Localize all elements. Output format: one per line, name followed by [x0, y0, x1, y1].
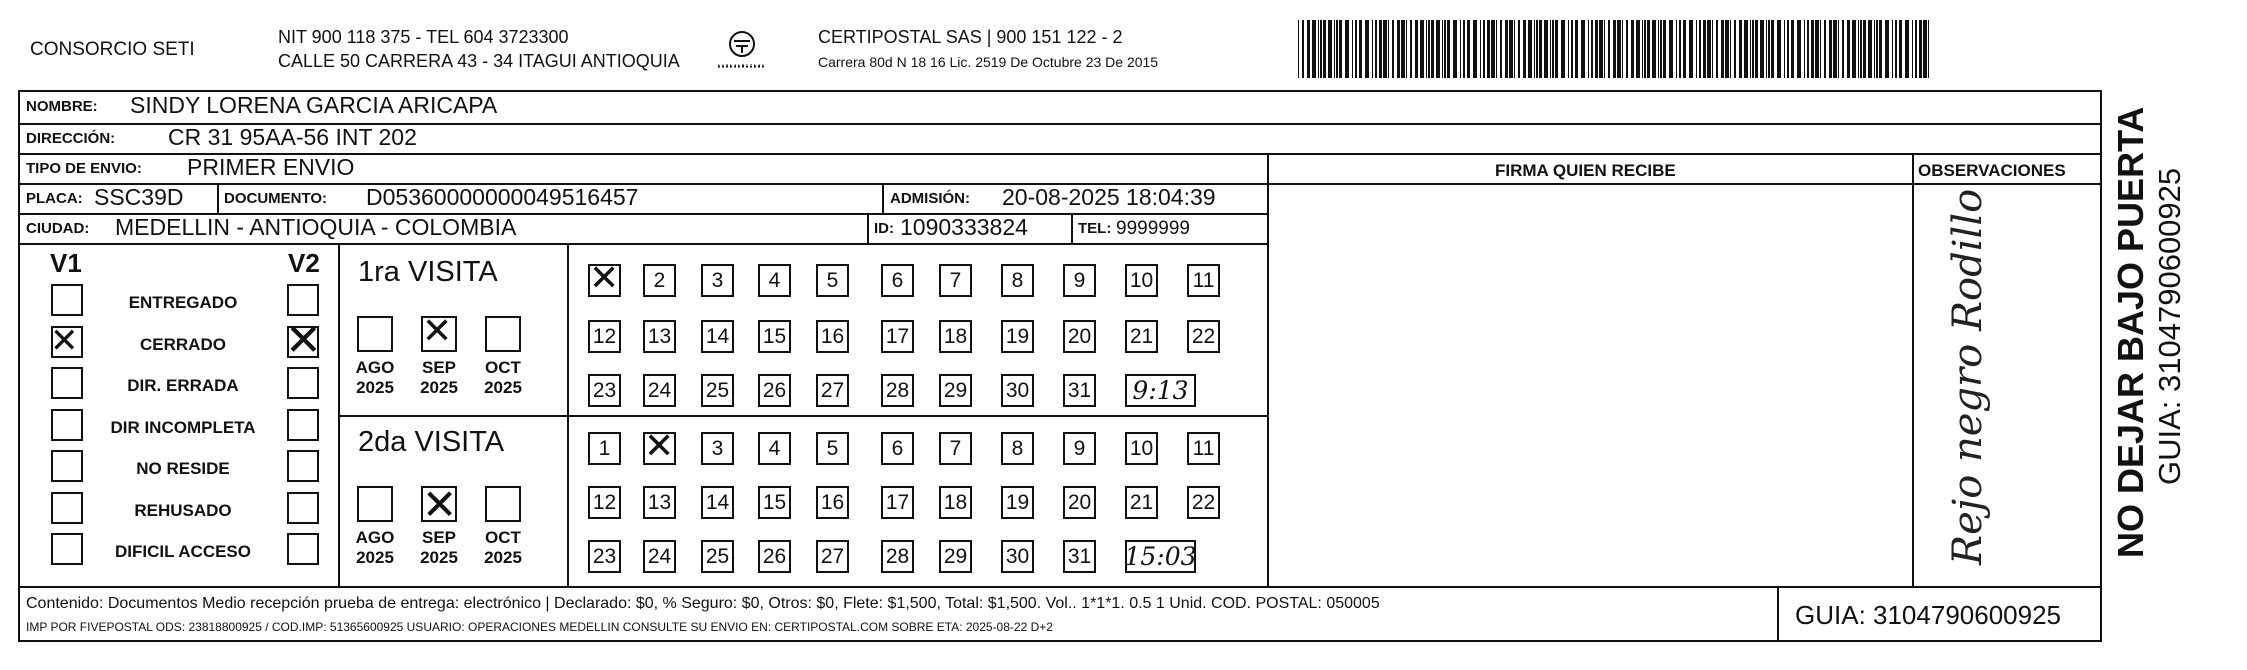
day-box: 4: [758, 432, 791, 465]
barcode-bar: [1483, 20, 1485, 78]
barcode-bar: [1876, 20, 1878, 78]
month-label: AGO: [355, 358, 395, 377]
day-box: 12: [588, 320, 621, 353]
day-box: 4: [758, 264, 791, 297]
barcode-bar: [1797, 20, 1801, 78]
day-box: 14: [701, 320, 734, 353]
barcode-bar: [1617, 20, 1621, 78]
barcode-bar: [1804, 20, 1805, 78]
direccion-label: DIRECCIÓN:: [26, 130, 116, 147]
id-value: 1090333824: [900, 214, 1028, 240]
barcode-bar: [1544, 20, 1548, 78]
barcode-bar: [1312, 20, 1316, 78]
barcode-bar: [1863, 20, 1866, 78]
day-box: 19: [1001, 320, 1034, 353]
day-box: 18: [939, 486, 972, 519]
barcode-bar: [1514, 20, 1515, 78]
day-box: 9: [1063, 264, 1096, 297]
month-year: 2025: [484, 548, 522, 567]
v1-label: V1: [50, 248, 82, 278]
day-box: 25: [701, 540, 734, 573]
barcode-bar: [1392, 20, 1394, 78]
footer-system-line: IMP POR FIVEPOSTAL ODS: 23818800925 / COD.IMP: 51365600925 USUARIO: OPERACIONES MEDELLIN CONSULTE SU ENVIO EN: CERTIPOSTAL.COM SOBRE ETA: 2025-08-22 D+2: [26, 620, 1053, 634]
cell-divider: [882, 183, 884, 213]
visit-time-box: 9:13: [1125, 374, 1196, 407]
nombre-value: SINDY LORENA GARCIA ARICAPA: [130, 92, 498, 118]
barcode-bar: [1588, 20, 1589, 78]
barcode-bar: [1879, 20, 1882, 78]
barcode-bar: [1345, 20, 1349, 78]
barcode-bar: [1725, 20, 1729, 78]
footer-divider: [1777, 586, 1779, 642]
day-box: 14: [701, 486, 734, 519]
day-box: 31: [1063, 540, 1096, 573]
barcode-bar: [1561, 20, 1565, 78]
barcode-bar: [1415, 20, 1418, 78]
barcode-bar: [1509, 20, 1513, 78]
v2-label: V2: [288, 248, 320, 278]
day-box: 9: [1063, 432, 1096, 465]
day-box: 13: [643, 486, 676, 519]
barcode-bar: [1683, 20, 1686, 78]
barcode-bar: [1833, 20, 1837, 78]
visit-divider: [338, 415, 1268, 417]
barcode-bar: [1355, 20, 1357, 78]
day-box: 11: [1187, 432, 1220, 465]
v2-checkbox: [287, 367, 319, 399]
barcode-bar: [1716, 20, 1718, 78]
company-name: CONSORCIO SETI: [30, 39, 195, 60]
day-box: 26: [758, 540, 791, 573]
barcode-bar: [1899, 20, 1902, 78]
barcode-bar: [1824, 20, 1826, 78]
v1-check-mark: ✕: [50, 320, 79, 361]
month-year: 2025: [420, 378, 458, 397]
day-box: 21: [1125, 486, 1158, 519]
barcode-bar: [1660, 20, 1662, 78]
day-box: 12: [588, 486, 621, 519]
barcode-bar: [1663, 20, 1666, 78]
reason-label: ENTREGADO: [128, 293, 238, 312]
barcode-bar: [1323, 20, 1326, 78]
observation-handwriting: Rejo negro Rodillo: [1945, 188, 1991, 565]
barcode-bar: [1536, 20, 1538, 78]
barcode-bar: [1791, 20, 1794, 78]
day-box: 20: [1063, 320, 1096, 353]
tipo-envio-label: TIPO DE ENVIO:: [26, 160, 142, 177]
admision-label: ADMISIÓN:: [890, 190, 970, 207]
barcode-bar: [1608, 20, 1610, 78]
tel-value: 9999999: [1116, 218, 1190, 239]
barcode-bar: [1505, 20, 1508, 78]
barcode-bar: [1766, 20, 1767, 78]
barcode-bar: [1523, 20, 1526, 78]
id-label: ID:: [874, 220, 894, 237]
barcode-bar: [1599, 20, 1603, 78]
day-box: 2: [643, 264, 676, 297]
day-box: 29: [939, 374, 972, 407]
barcode-bar: [1752, 20, 1754, 78]
day-box: 6: [881, 432, 914, 465]
barcode-bar: [1339, 20, 1342, 78]
license-line: Carrera 80d N 18 16 Lic. 2519 De Octubre 23 De 2015: [818, 54, 1159, 70]
nombre-label: NOMBRE:: [26, 98, 98, 115]
barcode-bar: [1383, 20, 1387, 78]
day-box: 21: [1125, 320, 1158, 353]
month-year: 2025: [356, 378, 394, 397]
barcode-bar: [1406, 20, 1407, 78]
day-box: 15: [758, 486, 791, 519]
day-box: 29: [939, 540, 972, 573]
barcode-bar: [1815, 20, 1819, 78]
certipostal-logo: [712, 30, 772, 74]
barcode-bar: [1768, 20, 1770, 78]
day-box: 10: [1125, 264, 1158, 297]
day-check-mark: ✕: [589, 258, 620, 299]
barcode-bar: [1755, 20, 1758, 78]
day-box: 23: [588, 540, 621, 573]
barcode-bar: [1444, 20, 1446, 78]
reason-label: DIR. ERRADA: [127, 376, 239, 395]
barcode-bar: [1750, 20, 1751, 78]
direccion-value: CR 31 95AA-56 INT 202: [168, 124, 417, 150]
barcode-bar: [1919, 20, 1922, 78]
day-box: 16: [816, 486, 849, 519]
reason-label: REHUSADO: [134, 500, 232, 520]
barcode-bar: [1838, 20, 1839, 78]
barcode-bar: [1771, 20, 1774, 78]
barcode-bar: [1379, 20, 1382, 78]
month-year: 2025: [420, 548, 458, 567]
barcode-bar: [1534, 20, 1535, 78]
day-box: 5: [816, 432, 849, 465]
barcode-bar: [1636, 20, 1640, 78]
barcode-bar: [1647, 20, 1650, 78]
barcode-bar: [1397, 20, 1400, 78]
admision-value: 20-08-2025 18:04:39: [1002, 184, 1216, 210]
day-box: 30: [1001, 540, 1034, 573]
no-dejar-bajo-puerta: NO DEJAR BAJO PUERTA: [2110, 106, 2151, 558]
day-box: 30: [1001, 374, 1034, 407]
barcode-bar: [1480, 20, 1481, 78]
barcode-bar: [1375, 20, 1377, 78]
barcode-bar: [1739, 20, 1742, 78]
barcode-bar: [1852, 20, 1856, 78]
barcode-bar: [1679, 20, 1681, 78]
barcode-bar: [1811, 20, 1814, 78]
barcode-bar: [1460, 20, 1461, 78]
day-box: 7: [939, 264, 972, 297]
barcode-bar: [1707, 20, 1711, 78]
barcode-bar: [1550, 20, 1551, 78]
barcode-bar: [1555, 20, 1558, 78]
day-box: 13: [643, 320, 676, 353]
barcode-bar: [1473, 20, 1477, 78]
day-check-mark: ✕: [644, 426, 675, 467]
visit-time-box: 15:03: [1124, 542, 1197, 571]
barcode-bar: [1518, 20, 1520, 78]
barcode-bar: [1642, 20, 1643, 78]
barcode-bar: [1334, 20, 1335, 78]
v2-checkbox: [287, 284, 319, 316]
month-label: OCT: [485, 528, 521, 547]
v2-check-mark: ✕: [285, 314, 322, 366]
month-checkbox: [485, 316, 521, 352]
barcode-bar: [1359, 20, 1362, 78]
reason-label: NO RESIDE: [136, 459, 230, 478]
day-box: 27: [816, 540, 849, 573]
barcode-bar: [1410, 20, 1412, 78]
day-box: 17: [881, 486, 914, 519]
day-box: 3: [701, 432, 734, 465]
day-box: 3: [701, 264, 734, 297]
ciudad-value: MEDELLIN - ANTIOQUIA - COLOMBIA: [115, 214, 517, 240]
day-box: 20: [1063, 486, 1096, 519]
barcode-bar: [1676, 20, 1677, 78]
month-year: 2025: [484, 378, 522, 397]
barcode-bar: [1318, 20, 1319, 78]
barcode-bar: [1744, 20, 1748, 78]
side-guia: GUIA: 3104790600925: [2152, 167, 2187, 485]
month-year: 2025: [356, 548, 394, 567]
barcode-bar: [1787, 20, 1789, 78]
barcode-bar: [1581, 20, 1585, 78]
day-box: 17: [881, 320, 914, 353]
barcode-bar: [1487, 20, 1490, 78]
barcode-bar: [1595, 20, 1598, 78]
day-box: 8: [1001, 432, 1034, 465]
cell-divider: [867, 213, 869, 243]
v2-checkbox: [287, 533, 319, 565]
certipostal-line: CERTIPOSTAL SAS | 900 151 122 - 2: [818, 27, 1123, 47]
barcode-bar: [1463, 20, 1465, 78]
barcode-bar: [1807, 20, 1809, 78]
barcode-icon: [1296, 20, 1936, 78]
address-line: CALLE 50 CARRERA 43 - 34 ITAGUI ANTIOQUIA: [278, 51, 680, 71]
barcode-bar: [1431, 20, 1434, 78]
barcode-bar: [1500, 20, 1502, 78]
obs-left-border: [1912, 153, 1914, 586]
barcode-bar: [1320, 20, 1322, 78]
reason-label: DIR INCOMPLETA: [110, 417, 256, 437]
nit-line: NIT 900 118 375 - TEL 604 3723300: [278, 27, 569, 47]
barcode: [1296, 20, 1936, 78]
barcode-bar: [1298, 20, 1299, 78]
firma-header: FIRMA QUIEN RECIBE: [1495, 161, 1676, 180]
barcode-bar: [1496, 20, 1497, 78]
day-box: 22: [1187, 486, 1220, 519]
v2-checkbox: [287, 409, 319, 441]
barcode-bar: [1426, 20, 1427, 78]
barcode-bar: [1631, 20, 1634, 78]
barcode-bar: [1591, 20, 1593, 78]
barcode-bar: [1372, 20, 1373, 78]
barcode-bar: [1571, 20, 1573, 78]
day-box: 10: [1125, 432, 1158, 465]
day-box: 28: [881, 374, 914, 407]
barcode-bar: [1874, 20, 1875, 78]
barcode-bar: [1699, 20, 1701, 78]
barcode-bar: [1696, 20, 1697, 78]
month-checkbox: [485, 486, 521, 522]
barcode-bar: [1539, 20, 1542, 78]
footer-guia: GUIA: 3104790600925: [1795, 600, 2061, 630]
day-box: 22: [1187, 320, 1220, 353]
barcode-bar: [1652, 20, 1656, 78]
firma-left-border: [1267, 153, 1269, 586]
barcode-bar: [1860, 20, 1862, 78]
day-box: 7: [939, 432, 972, 465]
barcode-bar: [1328, 20, 1332, 78]
barcode-bar: [1442, 20, 1443, 78]
barcode-bar: [1721, 20, 1724, 78]
barcode-bar: [1703, 20, 1706, 78]
barcode-bar: [1829, 20, 1832, 78]
barcode-bar: [1915, 20, 1917, 78]
barcode-bar: [1428, 20, 1430, 78]
day-box: 24: [643, 374, 676, 407]
barcode-bar: [1575, 20, 1578, 78]
day-box: 27: [816, 374, 849, 407]
ciudad-label: CIUDAD:: [26, 220, 90, 237]
barcode-bar: [1847, 20, 1850, 78]
barcode-bar: [1858, 20, 1859, 78]
barcode-bar: [1730, 20, 1731, 78]
day-box: 16: [816, 320, 849, 353]
tel-label: TEL:: [1078, 220, 1112, 237]
tipo-envio-value: PRIMER ENVIO: [187, 154, 355, 180]
day-box: 6: [881, 264, 914, 297]
day-box: 18: [939, 320, 972, 353]
cell-divider: [217, 183, 219, 213]
day-box: 23: [588, 374, 621, 407]
placa-value: SSC39D: [94, 184, 184, 210]
reason-label: CERRADO: [140, 334, 226, 354]
month-label: SEP: [421, 358, 457, 377]
month-check-mark: ✕: [422, 311, 453, 352]
barcode-bar: [1842, 20, 1844, 78]
barcode-bar: [1905, 20, 1909, 78]
month-checkbox: [357, 316, 393, 352]
barcode-bar: [1868, 20, 1872, 78]
second-visit-title: 2da VISITA: [358, 426, 505, 458]
barcode-bar: [1626, 20, 1628, 78]
footer-divider: [18, 586, 2102, 588]
barcode-bar: [1912, 20, 1913, 78]
barcode-bar: [1658, 20, 1659, 78]
day-box: 5: [816, 264, 849, 297]
day-box: 31: [1063, 374, 1096, 407]
barcode-bar: [1365, 20, 1369, 78]
barcode-bar: [1467, 20, 1470, 78]
barcode-bar: [1388, 20, 1389, 78]
barcode-bar: [1447, 20, 1450, 78]
barcode-bar: [1644, 20, 1646, 78]
barcode-bar: [1784, 20, 1785, 78]
day-box: 11: [1187, 264, 1220, 297]
barcode-bar: [1491, 20, 1495, 78]
barcode-bar: [1923, 20, 1927, 78]
documento-value: D05360000000049516457: [366, 184, 639, 210]
row-divider: [18, 243, 1268, 245]
logo-wordmark: CERTIPOSTAL: [718, 61, 766, 68]
barcode-bar: [1302, 20, 1304, 78]
barcode-bar: [1777, 20, 1781, 78]
barcode-bar: [1760, 20, 1764, 78]
footer-content-line: Contenido: Documentos Medio recepción prueba de entrega: electrónico | Declarado: $0, % Seguro: $0, Otros: $0, Flete: $1,500, Total: $1,500. Vol.. 1*1*1. 0.5 1 Unid. COD. POSTAL: 050005: [26, 595, 1380, 612]
v2-checkbox: [287, 450, 319, 482]
barcode-bar: [1604, 20, 1605, 78]
barcode-bar: [1689, 20, 1693, 78]
observaciones-header: OBSERVACIONES: [1918, 161, 2066, 180]
barcode-bar: [1712, 20, 1713, 78]
month-label: AGO: [355, 528, 395, 547]
barcode-bar: [1568, 20, 1569, 78]
barcode-bar: [1453, 20, 1457, 78]
barcode-bar: [1401, 20, 1405, 78]
barcode-bar: [1436, 20, 1440, 78]
barcode-bar: [1528, 20, 1532, 78]
barcode-bar: [1336, 20, 1338, 78]
barcode-bar: [1622, 20, 1623, 78]
day-box: 25: [701, 374, 734, 407]
day-box: 1: [588, 432, 621, 465]
barcode-bar: [1669, 20, 1673, 78]
day-box: 28: [881, 540, 914, 573]
barcode-bar: [1552, 20, 1554, 78]
month-label: OCT: [485, 358, 521, 377]
reason-label: DIFICIL ACCESO: [114, 542, 251, 561]
first-visit-title: 1ra VISITA: [358, 256, 498, 288]
documento-label: DOCUMENTO:: [224, 190, 328, 207]
barcode-bar: [1895, 20, 1897, 78]
day-box: 8: [1001, 264, 1034, 297]
day-box: 24: [643, 540, 676, 573]
v2-checkbox: [287, 492, 319, 524]
barcode-bar: [1885, 20, 1889, 78]
day-box: 26: [758, 374, 791, 407]
month-label: SEP: [421, 528, 457, 547]
barcode-bar: [1928, 20, 1929, 78]
barcode-bar: [1352, 20, 1353, 78]
barcode-bar: [1820, 20, 1821, 78]
month-check-mark: ✕: [422, 480, 458, 529]
day-box: 15: [758, 320, 791, 353]
barcode-bar: [1613, 20, 1616, 78]
barcode-bar: [1734, 20, 1736, 78]
cell-divider: [1071, 213, 1073, 243]
month-checkbox: [357, 486, 393, 522]
placa-label: PLACA:: [26, 190, 83, 207]
day-box: 19: [1001, 486, 1034, 519]
barcode-bar: [1892, 20, 1893, 78]
barcode-bar: [1307, 20, 1310, 78]
barcode-bar: [1420, 20, 1424, 78]
